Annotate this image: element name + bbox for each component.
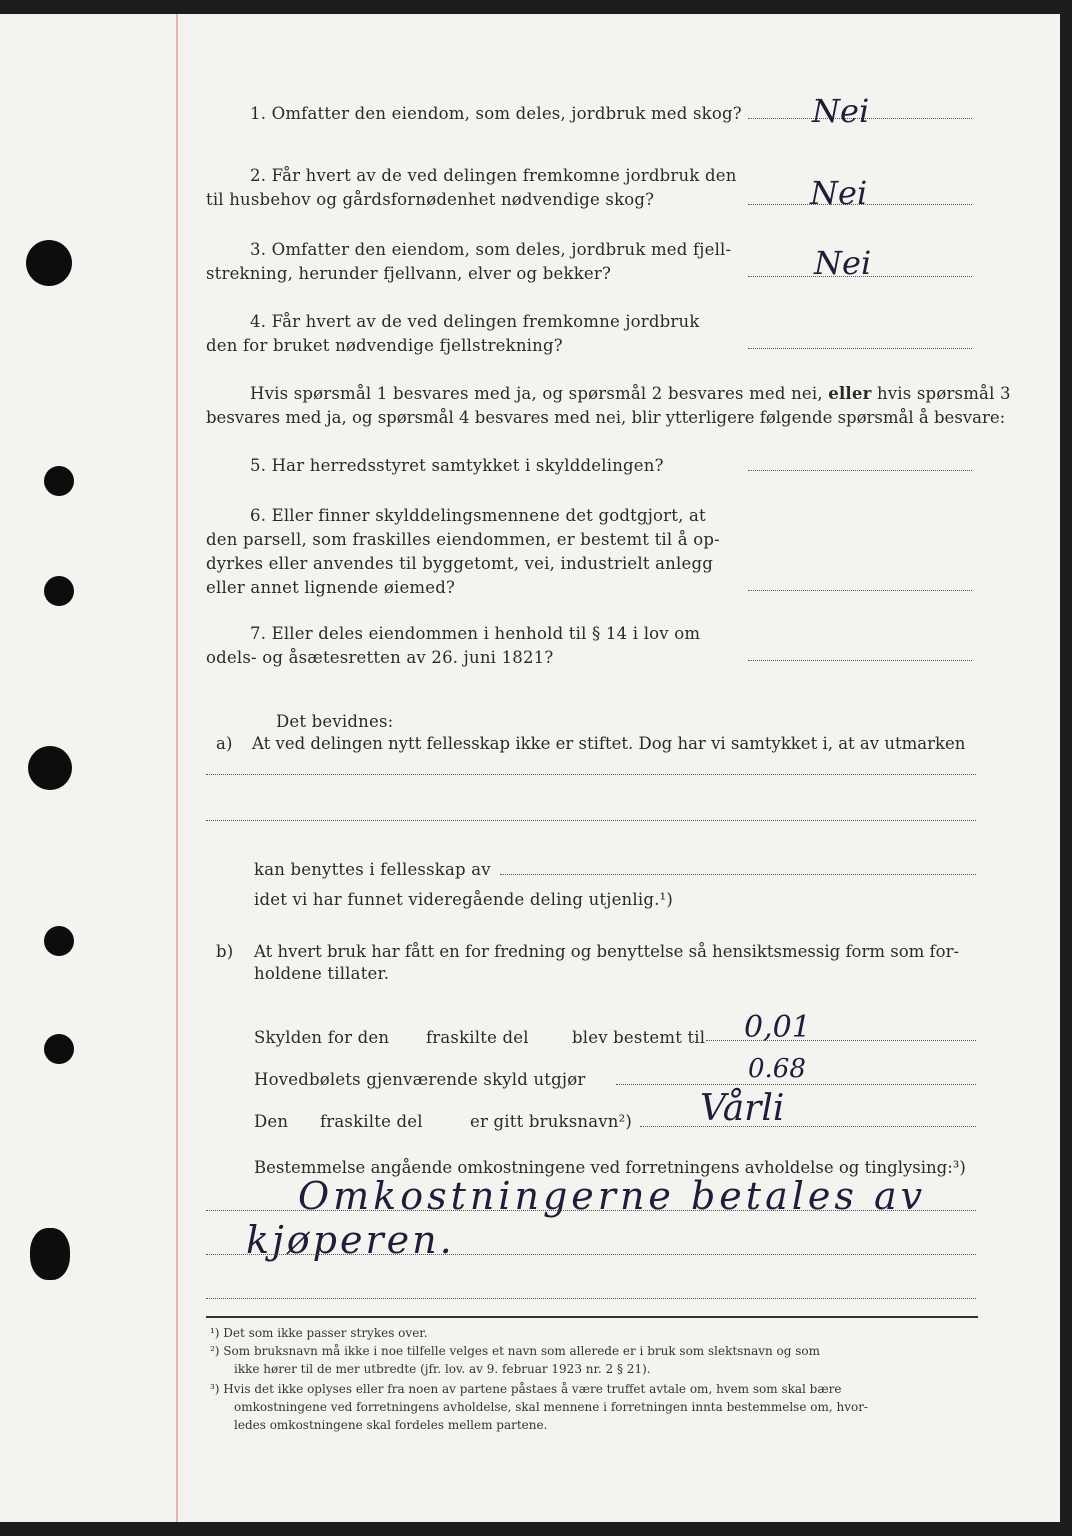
question-2-line-2: til husbehov og gårdsfornødenhet nødvendige skog? [206, 190, 655, 209]
name-value: Vårli [700, 1088, 785, 1129]
question-6-line-2: den parsell, som fraskilles eiendommen, er bestemt til å op- [206, 530, 720, 549]
footnote-rule [206, 1316, 978, 1318]
binder-hole [30, 1228, 70, 1280]
costs-line-3-rule [206, 1298, 976, 1299]
conditional-text-a: Hvis spørsmål 1 besvares med ja, og spørsmål 2 besvares med nei, [250, 384, 823, 403]
remaining-value: 0.68 [748, 1054, 806, 1084]
certification-a-label: a) [216, 734, 233, 753]
footnote-2-line-1: ²) Som bruksnavn må ikke i noe tilfelle velges et navn som allerede er i bruk som slektsnavn og som [210, 1344, 821, 1358]
name-value-line [640, 1126, 976, 1127]
question-7-line-1: 7. Eller deles eiendommen i henhold til § 14 i lov om [250, 624, 701, 643]
question-4-line-1: 4. Får hvert av de ved delingen fremkomne jordbruk [250, 312, 700, 331]
utmark-line-1 [206, 774, 976, 775]
question-3-line-2: strekning, herunder fjellvann, elver og bekker? [206, 264, 611, 283]
name-label-2: fraskilte del [320, 1112, 423, 1131]
costs-line-1-rule [206, 1210, 976, 1211]
costs-label: Bestemmelse angående omkostningene ved forretningens avholdelse og tinglysing:³) [254, 1158, 966, 1177]
answer-line-4 [748, 348, 972, 349]
name-label-1: Den [254, 1112, 289, 1131]
answer-line-5 [748, 470, 972, 471]
question-6-line-3: dyrkes eller anvendes til byggetomt, vei, industrielt anlegg [206, 554, 713, 573]
remaining-label: Hovedbølets gjenværende skyld utgjør [254, 1070, 586, 1089]
name-label-3: er gitt bruksnavn²) [470, 1112, 633, 1131]
question-1: 1. Omfatter den eiendom, som deles, jordbruk med skog? [250, 104, 742, 123]
binder-hole [44, 926, 74, 956]
costs-line-1: Omkostningerne betales av [298, 1174, 927, 1218]
footnote-2-line-2: ikke hører til de mer utbredte (jfr. lov. av 9. februar 1923 nr. 2 § 21). [234, 1362, 651, 1376]
skyld-value: 0,01 [744, 1010, 811, 1045]
question-2-line-1: 2. Får hvert av de ved delingen fremkomne jordbruk den [250, 166, 737, 185]
question-5: 5. Har herredsstyret samtykket i skylddelingen? [250, 456, 664, 475]
common-use-line [500, 874, 976, 875]
answer-1: Nei [812, 92, 870, 130]
remaining-value-line [616, 1084, 976, 1085]
binder-hole [44, 466, 74, 496]
document-page [0, 14, 1060, 1522]
answer-2: Nei [810, 174, 868, 212]
conditional-bold: eller [828, 384, 872, 403]
skyld-label-3: blev bestemt til [572, 1028, 706, 1047]
margin-line [176, 14, 178, 1522]
certification-heading: Det bevidnes: [276, 712, 394, 731]
binder-hole [44, 1034, 74, 1064]
binder-hole [44, 576, 74, 606]
conditional-line-1 [250, 382, 1011, 406]
footnote-3-line-3: ledes omkostningene skal fordeles mellem partene. [234, 1418, 548, 1432]
binder-hole [26, 240, 72, 286]
footnote-1: ¹) Det som ikke passer strykes over. [210, 1326, 428, 1340]
conditional-text-b: hvis spørsmål 3 [876, 384, 1011, 403]
certification-a-reason: idet vi har funnet videregående deling utjenlig.¹) [254, 890, 673, 909]
footnote-3-line-2: omkostningene ved forretningens avholdelse, skal mennene i forretningen innta bestemmelse om, hvor- [234, 1400, 868, 1414]
question-7-line-2: odels- og åsætesretten av 26. juni 1821? [206, 648, 554, 667]
costs-line-2: kjøperen. [246, 1218, 455, 1262]
certification-b-line-1: At hvert bruk har fått en for fredning og benyttelse så hensiktsmessig form som for- [254, 942, 960, 961]
answer-line-6 [748, 590, 972, 591]
skyld-label-2: fraskilte del [426, 1028, 529, 1047]
footnote-3-line-1: ³) Hvis det ikke oplyses eller fra noen av partene påstaes å være truffet avtale om, hvem som skal bære [210, 1382, 842, 1396]
question-4-line-2: den for bruket nødvendige fjellstrekning? [206, 336, 563, 355]
conditional-line-2: besvares med ja, og spørsmål 4 besvares med nei, blir ytterligere følgende spørsmål å besvare: [206, 408, 1006, 427]
question-6-line-4: eller annet lignende øiemed? [206, 578, 456, 597]
utmark-line-2 [206, 820, 976, 821]
question-3-line-1: 3. Omfatter den eiendom, som deles, jordbruk med fjell- [250, 240, 732, 259]
costs-line-2-rule [206, 1254, 976, 1255]
answer-line-7 [748, 660, 972, 661]
binder-hole [28, 746, 72, 790]
certification-a-common: kan benyttes i fellesskap av [254, 860, 491, 879]
answer-3: Nei [814, 244, 872, 282]
certification-b-line-2: holdene tillater. [254, 964, 390, 983]
certification-a-text: At ved delingen nytt fellesskap ikke er stiftet. Dog har vi samtykket i, at av utmarken [252, 734, 966, 753]
skyld-label-1: Skylden for den [254, 1028, 390, 1047]
question-6-line-1: 6. Eller finner skylddelingsmennene det godtgjort, at [250, 506, 706, 525]
certification-b-label: b) [216, 942, 234, 961]
